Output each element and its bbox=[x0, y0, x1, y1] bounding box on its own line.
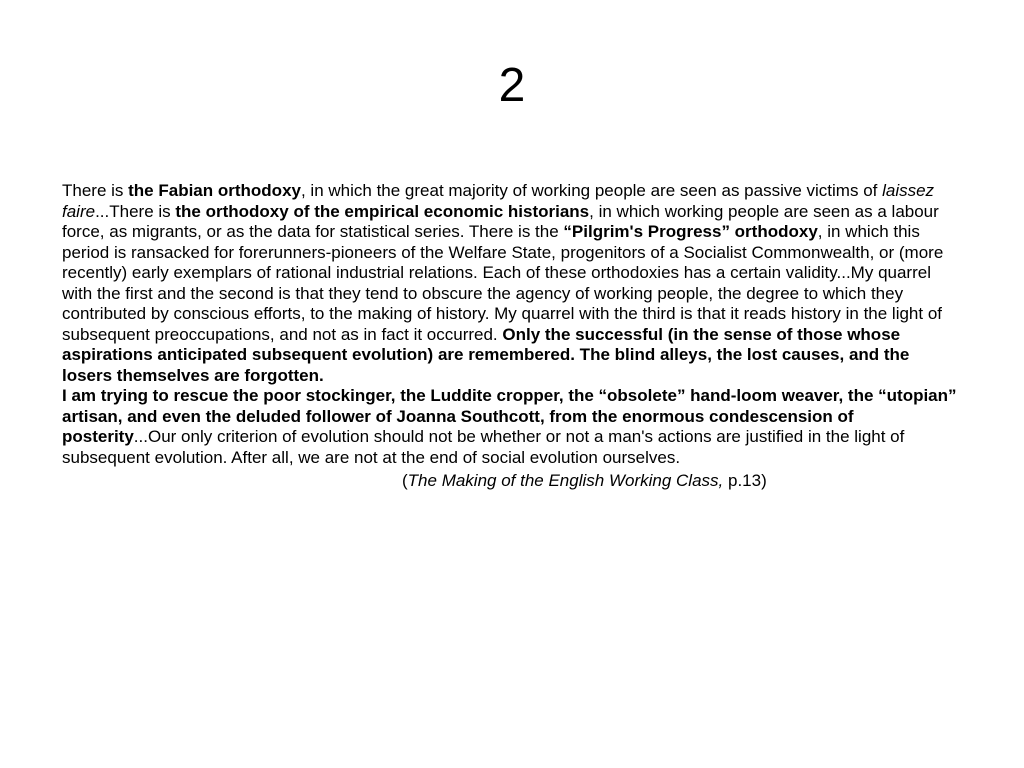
bold-text-run: the Fabian orthodoxy bbox=[128, 181, 301, 200]
text-run: ...Our only criterion of evolution should not be whether or not a man's actions are justified in the light of subsequent evolution. After all, we are not at the end of social evolution ourselves. bbox=[62, 427, 905, 467]
text-run: , in which this period is ransacked for forerunners-pioneers of the Welfare State, progenitors of a Socialist Commonwealth, or (more recently) early exemplars of rational industrial relations. Each of these orthodoxies has a certain validity...My quarrel with the first and the second is that they tend to obscure the agency of working people, the degree to which they contributed by conscious efforts, to the making of history. My quarrel with the third is that it reads history in the light of subsequent preoccupations, and not as in fact it occurred. bbox=[62, 222, 944, 344]
citation bbox=[62, 471, 962, 492]
bold-text-run: “Pilgrim's Progress” orthodoxy bbox=[563, 222, 818, 241]
italic-text-run: laissez faire bbox=[62, 181, 935, 221]
bold-text-run: I am trying to rescue the poor stockinger, the Luddite cropper, the “obsolete” hand-loom weaver, the “utopian” artisan, and even the deluded follower of Joanna Southcott, from the enormous condescension of posterity bbox=[62, 386, 957, 446]
bold-text-run: Only the successful (in the sense of those whose aspirations anticipated subsequent evolution) are remembered. The blind alleys, the lost causes, and the losers themselves are forgotten. bbox=[62, 324, 910, 385]
paragraph-orthodoxies bbox=[62, 181, 962, 386]
citation-open: ( bbox=[402, 471, 408, 490]
text-run: There is bbox=[62, 181, 129, 200]
text-run: , in which the great majority of working people are seen as passive victims of bbox=[300, 181, 883, 200]
paragraph-rescue bbox=[62, 386, 962, 468]
slide-body bbox=[62, 181, 962, 492]
text-run: , in which working people are seen as a labour force, as migrants, or as the data for statistical series. There is the bbox=[62, 201, 939, 241]
text-run: ...There is bbox=[95, 201, 176, 221]
bold-text-run: the orthodoxy of the empirical economic historians bbox=[175, 201, 590, 221]
slide-title: 2 bbox=[498, 59, 526, 112]
citation-book-title: The Making of the English Working Class, bbox=[407, 471, 724, 490]
citation-page: p.13) bbox=[723, 471, 767, 490]
